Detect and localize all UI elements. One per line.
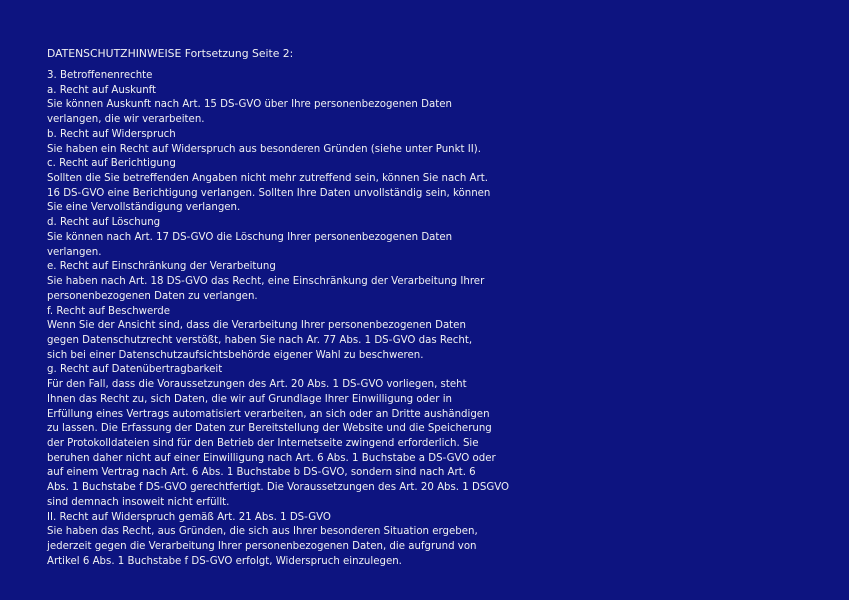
text-line: II. Recht auf Widerspruch gemäß Art. 21 Abs. 1 DS-GVO xyxy=(47,511,331,523)
text-line: f. Recht auf Beschwerde xyxy=(47,305,170,317)
privacy-notice-page xyxy=(47,46,510,569)
text-line: g. Recht auf Datenübertragbarkeit xyxy=(47,364,223,376)
text-line: e. Recht auf Einschränkung der Verarbeitung xyxy=(47,261,276,273)
text-line: Sie können Auskunft nach Art. 15 DS-GVO über Ihre personenbezogenen Daten xyxy=(47,99,452,111)
text-line: Sie haben ein Recht auf Widerspruch aus besonderen Gründen (siehe unter Punkt II). xyxy=(47,143,481,155)
text-line: gegen Datenschutzrecht verstößt, haben Sie nach Ar. 77 Abs. 1 DS-GVO das Recht, xyxy=(47,334,473,346)
text-line: jederzeit gegen die Verarbeitung Ihrer personenbezogenen Daten, die aufgrund von xyxy=(47,541,477,552)
text-line: verlangen, die wir verarbeiten. xyxy=(47,114,205,126)
text-line: auf einem Vertrag nach Art. 6 Abs. 1 Buchstabe b DS-GVO, sondern sind nach Art. 6 xyxy=(47,467,476,479)
text-line: Abs. 1 Buchstabe f DS-GVO gerechtfertigt. Die Voraussetzungen des Art. 20 Abs. 1 DSGVO xyxy=(47,482,510,494)
text-line: Artikel 6 Abs. 1 Buchstabe f DS-GVO erfolgt, Widerspruch einzulegen. xyxy=(47,555,402,567)
page-heading: DATENSCHUTZHINWEISE Fortsetzung Seite 2: xyxy=(47,47,294,60)
text-line: d. Recht auf Löschung xyxy=(47,217,161,229)
text-line: 16 DS-GVO eine Berichtigung verlangen. Sollten Ihre Daten unvollständig sein, können xyxy=(47,187,491,199)
text-line: sind demnach insoweit nicht erfüllt. xyxy=(47,496,230,508)
text-line: Erfüllung eines Vertrags automatisiert verarbeiten, an sich oder an Dritte aushändigen xyxy=(47,408,490,420)
text-line: Für den Fall, dass die Voraussetzungen des Art. 20 Abs. 1 DS-GVO vorliegen, steht xyxy=(47,379,467,391)
text-line: Wenn Sie der Ansicht sind, dass die Verarbeitung Ihrer personenbezogenen Daten xyxy=(47,320,466,332)
text-line: personenbezogenen Daten zu verlangen. xyxy=(47,290,258,302)
text-line: Sie können nach Art. 17 DS-GVO die Löschung Ihrer personenbezogenen Daten xyxy=(47,231,453,243)
text-line: a. Recht auf Auskunft xyxy=(47,84,157,96)
text-line: sich bei einer Datenschutzaufsichtsbehörde eigener Wahl zu beschweren. xyxy=(47,349,424,361)
text-line: b. Recht auf Widerspruch xyxy=(47,128,176,140)
text-line: zu lassen. Die Erfassung der Daten zur Bereitstellung der Website und die Speicherung xyxy=(47,423,492,435)
text-line: 3. Betroffenenrechte xyxy=(47,70,153,81)
text-line: Sie eine Vervollständigung verlangen. xyxy=(47,202,241,214)
text-line: Sie haben nach Art. 18 DS-GVO das Recht, eine Einschränkung der Verarbeitung Ihrer xyxy=(47,276,485,288)
text-line: beruhen daher nicht auf einer Einwilligung nach Art. 6 Abs. 1 Buchstabe a DS-GVO oder xyxy=(47,452,496,464)
text-line: c. Recht auf Berichtigung xyxy=(47,158,176,170)
text-line: Sie haben das Recht, aus Gründen, die sich aus Ihrer besonderen Situation ergeben, xyxy=(47,526,478,538)
text-line: verlangen. xyxy=(47,246,102,258)
privacy-notice-text xyxy=(47,69,510,569)
text-line: Ihnen das Recht zu, sich Daten, die wir auf Grundlage Ihrer Einwilligung oder in xyxy=(47,393,453,405)
text-line: der Protokolldateien sind für den Betrieb der Internetseite zwingend erforderlich. Sie xyxy=(47,437,479,449)
text-line: Sollten die Sie betreffenden Angaben nicht mehr zutreffend sein, können Sie nach Art. xyxy=(47,173,488,185)
